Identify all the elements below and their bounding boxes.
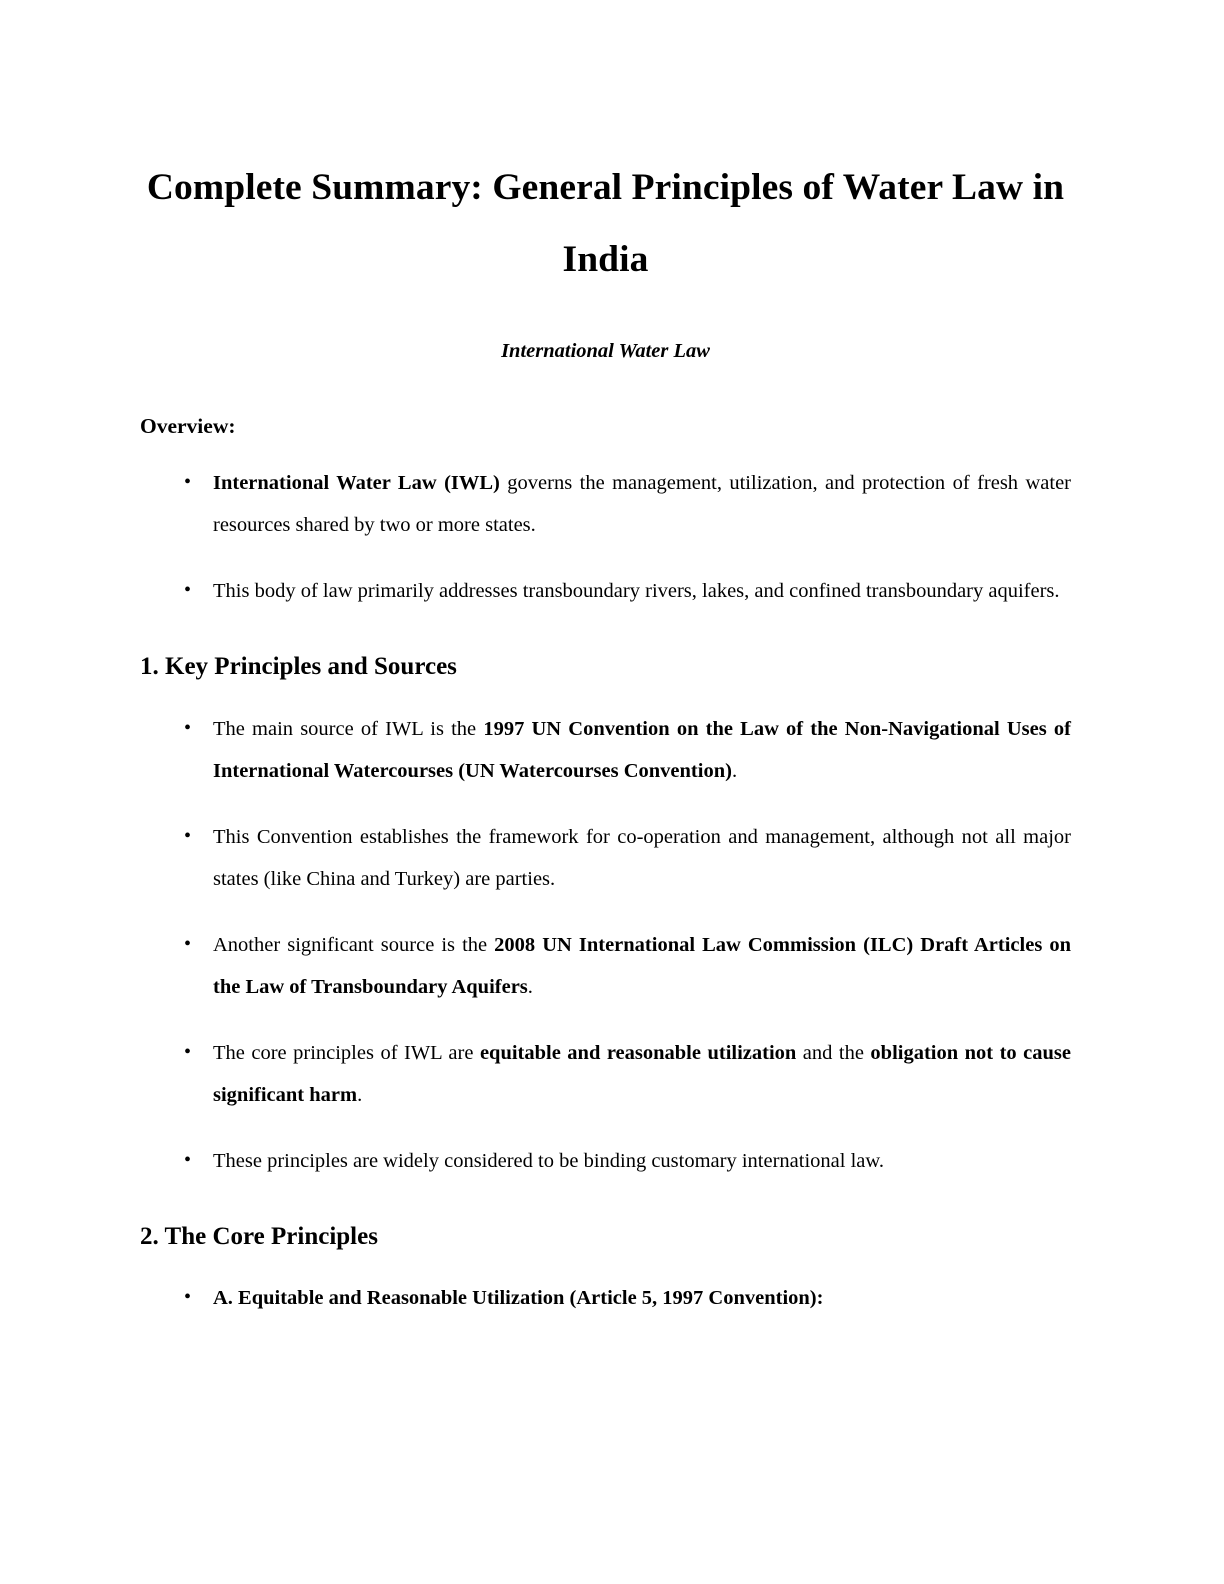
list-item [140,1277,1071,1319]
bullet-text-bold: equitable and reasonable utilization [479,1041,797,1064]
list-item [140,1140,1071,1182]
section-heading-1: 1. Key Principles and Sources [140,653,457,681]
list-item [140,462,1071,546]
bullet-text-post: . [357,1083,363,1106]
bullet-text-mid: and the [796,1041,871,1064]
list-item [140,570,1071,612]
bullet-text-post: . [527,975,533,998]
document-subtitle: International Water Law [501,340,710,362]
bullet-text-pre: This Convention establishes the framework for co-operation and management, although not all major states (like China and Turkey) are parties. [213,825,1071,890]
list-item [140,1032,1071,1116]
overview-bullet-list [140,462,1071,612]
bullet-text: This body of law primarily addresses transboundary rivers, lakes, and confined transboundary aquifers. [213,580,1060,603]
section-2-bullet-list [140,1277,1071,1319]
section-heading-2: 2. The Core Principles [140,1222,378,1250]
overview-heading: Overview: [140,413,236,438]
bullet-text-post: . [731,759,738,782]
bullet-text: governs the management, utilization, and protection of fresh water resources shared by two or more states. [213,472,1072,537]
bullet-bold-lead: International Water Law (IWL) [213,472,500,494]
list-item [140,816,1071,900]
list-item [140,924,1071,1008]
list-item [140,708,1071,792]
document-content [140,0,1071,1319]
bullet-text-pre: Another significant source is the [213,933,495,956]
bullet-text-bold: 1997 UN Convention on the Law of the Non-Navigational Uses of International Watercourses (UN Watercourses Convention) [213,717,1071,782]
bullet-text-bold: 2008 UN International Law Commission (ILC) Draft Articles on the Law of Transboundary Aquifers [213,933,1071,998]
bullet-text-pre: These principles are widely considered to be binding customary international law. [213,1149,884,1172]
bullet-text-bold: A. Equitable and Reasonable Utilization (Article 5, 1997 Convention): [213,1287,824,1310]
bullet-text-pre: The main source of IWL is the [213,717,484,740]
bullet-text-bold-2: obligation not to cause significant harm [213,1041,1071,1106]
bullet-text-pre: The core principles of IWL are [213,1041,480,1064]
page-title: Complete Summary: General Principles of Water Law in India [146,167,1065,280]
section-1-bullet-list [140,708,1071,1182]
